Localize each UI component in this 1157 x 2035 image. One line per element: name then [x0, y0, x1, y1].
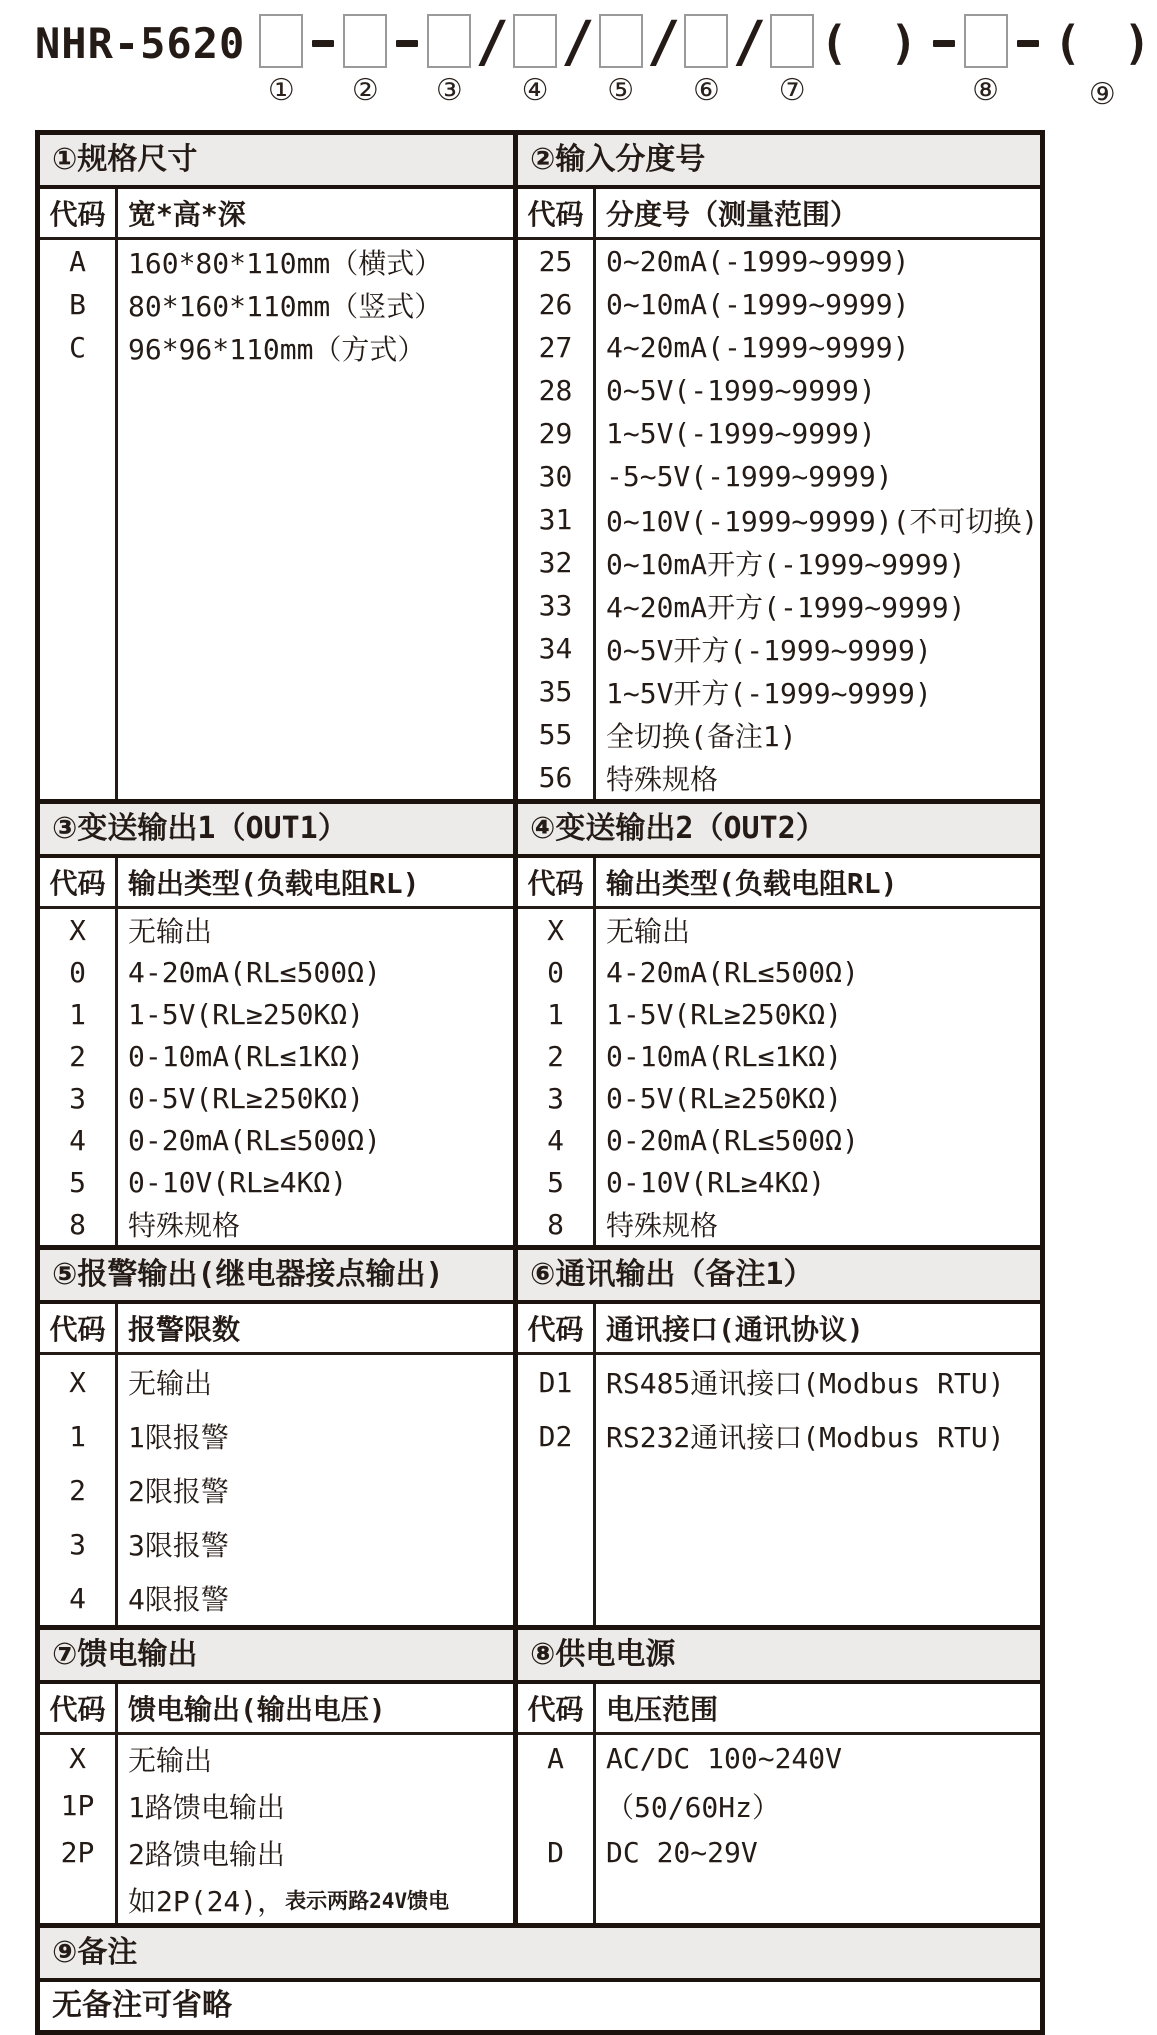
table-row	[40, 1203, 513, 1245]
code-cell: 35	[518, 670, 596, 713]
panel-body	[518, 909, 1040, 1245]
desc-column-header: 输出类型(负载电阻RL)	[128, 867, 420, 900]
panel-body	[518, 240, 1040, 799]
table-row	[518, 1829, 1040, 1876]
code-cell: 5	[40, 1161, 118, 1203]
code-cell: A	[518, 1735, 596, 1782]
desc-cell: 4~20mA开方(-1999~9999)	[606, 590, 966, 624]
table-row	[518, 240, 1040, 283]
desc-cell: 4-20mA(RL≤500Ω)	[128, 955, 381, 989]
table-row	[518, 455, 1040, 498]
table-row	[518, 670, 1040, 713]
section-title: ④变送输出2（OUT2）	[518, 804, 1040, 858]
desc-cell: 0~10V(-1999~9999)(不可切换)	[606, 504, 1039, 538]
model-slot-box	[964, 14, 1008, 68]
panel-body	[40, 240, 513, 799]
model-slot-box	[770, 14, 814, 68]
desc-cell: 0-5V(RL≥250KΩ)	[606, 1081, 843, 1115]
table-row	[518, 627, 1040, 670]
model-segment	[1008, 14, 1048, 87]
desc-cell: 4-20mA(RL≤500Ω)	[606, 955, 859, 989]
table-row	[40, 326, 513, 369]
model-segment	[387, 14, 427, 87]
code-cell: X	[40, 1355, 118, 1409]
dash-separator	[312, 40, 334, 47]
table-panel	[513, 1630, 1040, 1923]
section-title: ②输入分度号	[518, 135, 1040, 189]
desc-cell: 特殊规格	[128, 1209, 241, 1242]
table-row	[518, 1735, 1040, 1782]
desc-cell-small-note: 表示两路24V馈电	[285, 1888, 450, 1913]
code-cell: 5	[518, 1161, 596, 1203]
code-cell: 0	[40, 951, 118, 993]
code-cell	[518, 1782, 596, 1829]
table-row	[40, 1077, 513, 1119]
desc-column-header: 宽*高*深	[128, 198, 246, 231]
code-cell: 3	[518, 1077, 596, 1119]
desc-cell: 0-10mA(RL≤1KΩ)	[128, 1039, 365, 1073]
desc-cell: 0~10mA开方(-1999~9999)	[606, 547, 966, 581]
code-column-filler	[518, 1463, 596, 1625]
code-cell: 2	[40, 1463, 118, 1517]
desc-cell: 0~10mA(-1999~9999)	[606, 288, 910, 321]
code-cell: 1	[518, 993, 596, 1035]
spec-table	[35, 130, 1045, 2035]
section-title: ⑥通讯输出（备注1）	[518, 1250, 1040, 1304]
desc-cell: 2限报警	[128, 1475, 229, 1508]
model-segment	[303, 14, 343, 87]
panel-filler	[518, 1463, 1040, 1625]
table-row	[518, 1161, 1040, 1203]
model-slot-box	[427, 14, 471, 68]
code-cell: 33	[518, 584, 596, 627]
table-row	[518, 412, 1040, 455]
desc-cell: 0~5V(-1999~9999)	[606, 374, 876, 407]
desc-cell: 2路馈电输出	[128, 1837, 285, 1871]
table-panel	[40, 804, 513, 1245]
table-row	[40, 1782, 513, 1829]
panel-filler	[518, 1876, 1040, 1923]
table-panel	[513, 135, 1040, 799]
table-row	[518, 1203, 1040, 1245]
table-row	[40, 1161, 513, 1203]
desc-cell: RS232通讯接口(Modbus RTU)	[606, 1421, 1005, 1454]
remarks-band	[40, 1923, 1040, 2030]
table-row	[40, 1829, 513, 1876]
model-segment	[557, 10, 599, 112]
close-paren: )	[1123, 16, 1151, 70]
table-row	[518, 541, 1040, 584]
code-cell: 32	[518, 541, 596, 584]
remarks-note: 无备注可省略	[52, 1988, 232, 2023]
model-segment	[728, 10, 770, 112]
table-row	[40, 283, 513, 326]
desc-cell: 80*160*110mm（竖式）	[128, 289, 443, 323]
desc-column-header: 分度号（测量范围）	[606, 198, 859, 231]
model-segment	[427, 14, 471, 108]
desc-column-header: 报警限数	[128, 1313, 241, 1346]
slash-separator: /	[732, 10, 767, 75]
dash-separator	[933, 40, 955, 47]
model-segment	[471, 10, 513, 112]
circled-number-label: ⑨	[1088, 77, 1116, 112]
open-paren: (	[1053, 16, 1082, 70]
table-row	[40, 1035, 513, 1077]
code-cell: D	[518, 1829, 596, 1876]
desc-cell: AC/DC 100~240V	[606, 1742, 843, 1775]
code-column-header: 代码	[40, 189, 118, 237]
slash-separator: /	[646, 10, 681, 75]
slash-separator: /	[475, 10, 510, 75]
table-band	[40, 1245, 1040, 1625]
column-header-row	[40, 1304, 513, 1355]
model-slot-box	[599, 14, 643, 68]
column-header-row	[518, 1304, 1040, 1355]
code-cell: D2	[518, 1409, 596, 1463]
circled-number-label: ②	[351, 73, 379, 108]
code-column-filler	[518, 1876, 596, 1923]
circled-number-label: ⑥	[693, 73, 720, 108]
section-title: ⑦馈电输出	[40, 1630, 513, 1684]
desc-cell: 无输出	[128, 1367, 213, 1400]
panel-filler	[40, 369, 513, 799]
code-cell: 2	[518, 1035, 596, 1077]
desc-cell: 160*80*110mm（横式）	[128, 246, 443, 280]
model-code-line	[35, 10, 1151, 112]
desc-cell: 无输出	[606, 915, 691, 948]
model-slot-box	[684, 14, 728, 68]
column-header-row	[40, 1684, 513, 1735]
section-title: ⑧供电电源	[518, 1630, 1040, 1684]
model-segment	[684, 14, 728, 108]
table-row	[40, 1735, 513, 1782]
dash-separator	[1017, 40, 1039, 47]
table-row	[518, 951, 1040, 993]
table-panel	[40, 1250, 513, 1625]
code-cell: X	[40, 909, 118, 951]
code-cell: 4	[518, 1119, 596, 1161]
code-cell: 8	[40, 1203, 118, 1245]
table-row	[40, 909, 513, 951]
code-cell: 31	[518, 498, 596, 541]
desc-cell: 4~20mA(-1999~9999)	[606, 331, 910, 364]
circled-number-label: ⑤	[607, 73, 635, 108]
table-row	[518, 1077, 1040, 1119]
table-row	[518, 1355, 1040, 1409]
column-header-row	[518, 189, 1040, 240]
parentheses-placeholder	[820, 14, 917, 72]
desc-cell: 1限报警	[128, 1421, 229, 1454]
code-cell: 3	[40, 1077, 118, 1119]
code-cell: 27	[518, 326, 596, 369]
circled-number-label: ⑧	[972, 73, 1000, 108]
panel-body	[40, 909, 513, 1245]
code-cell: 30	[518, 455, 596, 498]
code-cell: 1P	[40, 1782, 118, 1829]
table-row	[518, 584, 1040, 627]
model-segment	[814, 14, 923, 112]
model-segment	[924, 14, 964, 87]
table-row	[40, 240, 513, 283]
table-row	[40, 1119, 513, 1161]
desc-cell: 0~20mA(-1999~9999)	[606, 245, 910, 278]
table-row	[518, 1782, 1040, 1829]
code-cell: 25	[518, 240, 596, 283]
table-row	[40, 1876, 513, 1923]
table-band	[40, 799, 1040, 1245]
code-cell: 2P	[40, 1829, 118, 1876]
code-column-header: 代码	[518, 1304, 596, 1352]
table-row	[518, 1119, 1040, 1161]
code-cell: X	[40, 1735, 118, 1782]
code-cell: A	[40, 240, 118, 283]
table-row	[40, 1355, 513, 1409]
code-column-header: 代码	[40, 1304, 118, 1352]
code-cell: 34	[518, 627, 596, 670]
desc-cell: 0-20mA(RL≤500Ω)	[606, 1123, 859, 1157]
close-paren: )	[889, 16, 918, 70]
parentheses-placeholder	[1054, 14, 1151, 72]
desc-cell: 0-10V(RL≥4KΩ)	[606, 1165, 826, 1199]
desc-column-filler	[118, 369, 513, 799]
model-segment	[770, 14, 814, 108]
desc-cell: 3限报警	[128, 1529, 229, 1562]
circled-number-label: ④	[521, 73, 549, 108]
column-header-row	[518, 1684, 1040, 1735]
code-cell: B	[40, 283, 118, 326]
table-row	[40, 1463, 513, 1517]
model-segment	[343, 14, 387, 108]
section-title: ③变送输出1（OUT1）	[40, 804, 513, 858]
desc-cell: 0-20mA(RL≤500Ω)	[128, 1123, 381, 1157]
table-row	[518, 326, 1040, 369]
code-cell: C	[40, 326, 118, 369]
table-row	[518, 993, 1040, 1035]
table-row	[40, 951, 513, 993]
code-cell: 1	[40, 993, 118, 1035]
code-column-header: 代码	[40, 1684, 118, 1732]
code-cell: 29	[518, 412, 596, 455]
section-title: ①规格尺寸	[40, 135, 513, 189]
code-cell: 8	[518, 1203, 596, 1245]
desc-cell: 0-5V(RL≥250KΩ)	[128, 1081, 365, 1115]
section-title: ⑤报警输出(继电器接点输出)	[40, 1250, 513, 1304]
desc-column-header: 输出类型(负载电阻RL)	[606, 867, 898, 900]
code-cell: 0	[518, 951, 596, 993]
column-header-row	[40, 189, 513, 240]
desc-column-filler	[596, 1876, 1040, 1923]
code-cell: 26	[518, 283, 596, 326]
desc-column-header: 电压范围	[606, 1693, 719, 1726]
circled-number-label: ③	[435, 73, 463, 108]
table-row	[518, 1035, 1040, 1077]
desc-cell: 无输出	[128, 915, 213, 948]
circled-number-label: ⑦	[778, 73, 806, 108]
model-slot-box	[343, 14, 387, 68]
code-cell: 55	[518, 713, 596, 756]
panel-body	[518, 1355, 1040, 1625]
panel-body	[518, 1735, 1040, 1923]
desc-cell: 4限报警	[128, 1583, 229, 1616]
table-row	[518, 1409, 1040, 1463]
desc-cell: 96*96*110mm（方式）	[128, 332, 426, 366]
desc-column-header: 馈电输出(输出电压)	[128, 1693, 386, 1726]
table-row	[40, 993, 513, 1035]
code-cell: D1	[518, 1355, 596, 1409]
circled-number-label: ①	[267, 73, 295, 108]
model-segment	[599, 14, 643, 108]
code-cell	[40, 1876, 118, 1923]
table-panel	[40, 135, 513, 799]
table-panel	[513, 1250, 1040, 1625]
table-band	[40, 1625, 1040, 1923]
desc-cell: DC 20~29V	[606, 1836, 758, 1869]
table-row	[40, 1571, 513, 1625]
column-header-row	[40, 858, 513, 909]
code-cell: 4	[40, 1571, 118, 1625]
desc-cell: （50/60Hz）	[606, 1790, 781, 1824]
model-segment	[1048, 14, 1157, 112]
table-row	[518, 283, 1040, 326]
code-column-filler	[40, 369, 118, 799]
model-segment	[259, 14, 303, 108]
model-code-area	[0, 0, 1151, 112]
desc-cell: 无输出	[128, 1743, 213, 1777]
code-cell: 2	[40, 1035, 118, 1077]
dash-separator	[396, 40, 418, 47]
desc-cell: RS485通讯接口(Modbus RTU)	[606, 1367, 1005, 1400]
desc-cell: 0~5V开方(-1999~9999)	[606, 633, 932, 667]
code-cell: 56	[518, 756, 596, 799]
desc-cell: 特殊规格	[606, 1209, 719, 1242]
open-paren: (	[820, 16, 848, 70]
code-cell: X	[518, 909, 596, 951]
table-row	[518, 756, 1040, 799]
model-code-segments	[259, 10, 1157, 112]
panel-body	[40, 1355, 513, 1625]
table-row	[518, 909, 1040, 951]
slash-separator: /	[561, 10, 595, 75]
desc-cell: 1路馈电输出	[128, 1790, 285, 1824]
desc-column-header: 通讯接口(通讯协议)	[606, 1313, 864, 1346]
column-header-row	[518, 858, 1040, 909]
model-segment	[643, 10, 685, 112]
panel-body	[40, 1735, 513, 1923]
table-band	[40, 135, 1040, 799]
table-panel	[40, 1630, 513, 1923]
section-title: ⑨备注	[40, 1928, 1040, 1982]
code-column-header: 代码	[518, 858, 596, 906]
desc-cell: 全切换(备注1)	[606, 719, 797, 753]
desc-column-filler	[596, 1463, 1040, 1625]
model-number: NHR-5620	[35, 19, 246, 68]
code-column-header: 代码	[518, 189, 596, 237]
desc-cell: 1~5V开方(-1999~9999)	[606, 676, 932, 710]
table-row	[40, 1409, 513, 1463]
model-slot-box	[259, 14, 303, 68]
table-row	[518, 369, 1040, 412]
desc-cell: 1-5V(RL≥250KΩ)	[606, 997, 843, 1031]
table-row	[40, 1517, 513, 1571]
desc-cell: 0-10mA(RL≤1KΩ)	[606, 1039, 843, 1073]
code-cell: 4	[40, 1119, 118, 1161]
desc-cell: 1-5V(RL≥250KΩ)	[128, 997, 365, 1031]
model-segment	[964, 14, 1008, 108]
desc-cell: 特殊规格	[606, 762, 719, 796]
desc-cell: 1~5V(-1999~9999)	[606, 417, 876, 450]
model-slot-box	[513, 14, 557, 68]
code-column-header: 代码	[518, 1684, 596, 1732]
table-panel	[513, 804, 1040, 1245]
code-cell: 1	[40, 1409, 118, 1463]
table-row	[518, 498, 1040, 541]
model-segment	[513, 14, 557, 108]
code-column-header: 代码	[40, 858, 118, 906]
desc-cell: 0-10V(RL≥4KΩ)	[128, 1165, 348, 1199]
code-cell: 3	[40, 1517, 118, 1571]
desc-cell: 如2P(24)， 表示两路24V馈电	[128, 1884, 450, 1918]
table-row	[518, 713, 1040, 756]
desc-cell: -5~5V(-1999~9999)	[606, 460, 893, 493]
code-cell: 28	[518, 369, 596, 412]
